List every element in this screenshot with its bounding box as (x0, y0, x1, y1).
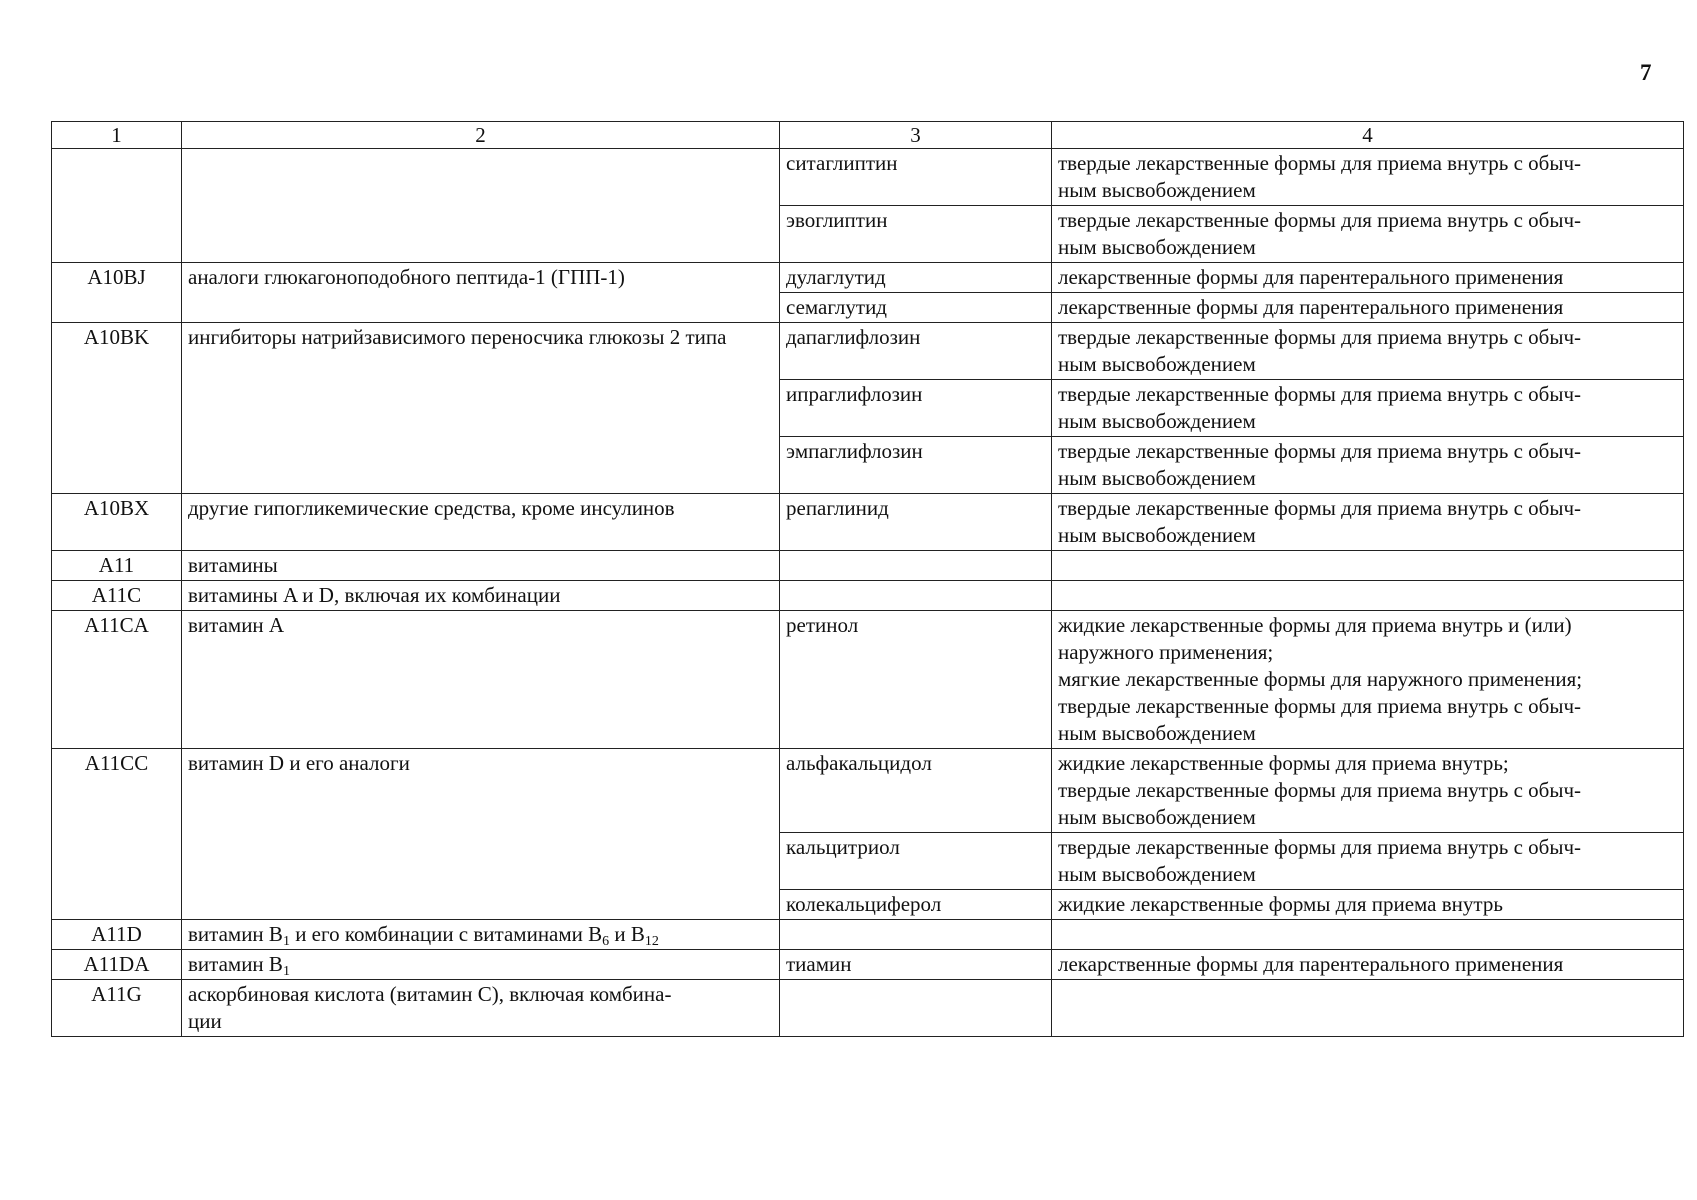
dosage-forms-cell (1052, 380, 1684, 437)
dosage-forms-text: жидкие лекарственные формы для приема внутрь; твердые лекарственные формы для приема внутрь с обыч- ным высвобождением (1058, 751, 1582, 829)
subscript: 1 (282, 934, 290, 949)
table-row (52, 323, 1684, 380)
group-name-cell: витамин D и его аналоги (182, 749, 780, 920)
table-row (52, 749, 1684, 833)
drug-name-cell: колекальциферол (780, 890, 1052, 920)
drug-name-cell: кальцитриол (780, 833, 1052, 890)
page-number: 7 (1640, 60, 1652, 85)
dosage-forms-cell (1052, 494, 1684, 551)
dosage-forms-cell (1052, 551, 1684, 581)
drug-name-cell (780, 920, 1052, 950)
group-name-cell (182, 980, 780, 1037)
group-name-text: витамин B (188, 922, 283, 946)
drug-name-cell: эвоглиптин (780, 206, 1052, 263)
drug-name-cell (780, 980, 1052, 1037)
drug-name-cell: репаглинид (780, 494, 1052, 551)
group-name-text: витамин B (188, 952, 283, 976)
table-row (52, 263, 1684, 293)
drug-name-cell: дапаглифлозин (780, 323, 1052, 380)
drug-name-cell (780, 581, 1052, 611)
atc-code-cell: A11 (52, 551, 182, 581)
dosage-forms-cell: жидкие лекарственные формы для приема внутрь (1052, 890, 1684, 920)
table-row (52, 920, 1684, 950)
drug-name-cell: дулаглутид (780, 263, 1052, 293)
group-name-cell (182, 920, 780, 950)
header-cell-2: 2 (182, 122, 780, 149)
atc-code-cell (52, 149, 182, 263)
atc-code-cell: A11CA (52, 611, 182, 749)
dosage-forms-cell (1052, 206, 1684, 263)
atc-code-cell: A10BK (52, 323, 182, 494)
atc-code-cell: A11G (52, 980, 182, 1037)
header-cell-1: 1 (52, 122, 182, 149)
drug-name-cell: альфакальцидол (780, 749, 1052, 833)
group-name-text: аскорбиновая кислота (витамин С), включая комбина- ции (188, 982, 672, 1033)
group-name-cell (182, 149, 780, 263)
dosage-forms-text: твердые лекарственные формы для приема внутрь с обыч- ным высвобождением (1058, 382, 1582, 433)
drug-name-cell (780, 551, 1052, 581)
atc-code-cell: A11C (52, 581, 182, 611)
group-name-text: и его комбинации с витаминами B (289, 922, 603, 946)
dosage-forms-text: твердые лекарственные формы для приема внутрь с обыч- ным высвобождением (1058, 439, 1582, 490)
table-row (52, 149, 1684, 206)
dosage-forms-text: жидкие лекарственные формы для приема внутрь и (или) наружного применения; мягкие лекарственные формы для наружного применения; твердые лекарственные формы для приема внутрь с обыч- ным высвобождением (1058, 613, 1583, 745)
dosage-forms-cell: лекарственные формы для парентерального применения (1052, 950, 1684, 980)
group-name-cell: ингибиторы натрийзависимого переносчика глюкозы 2 типа (182, 323, 780, 494)
dosage-forms-cell: лекарственные формы для парентерального применения (1052, 293, 1684, 323)
atc-code-cell: A11CC (52, 749, 182, 920)
group-name-cell: другие гипогликемические средства, кроме инсулинов (182, 494, 780, 551)
dosage-forms-text: твердые лекарственные формы для приема внутрь с обыч- ным высвобождением (1058, 325, 1582, 376)
drug-name-cell: эмпаглифлозин (780, 437, 1052, 494)
header-cell-4: 4 (1052, 122, 1684, 149)
group-name-cell: витамин А (182, 611, 780, 749)
table-row (52, 581, 1684, 611)
group-name-cell: витамины A и D, включая их комбинации (182, 581, 780, 611)
group-name-text: и B (609, 922, 645, 946)
dosage-forms-text: твердые лекарственные формы для приема внутрь с обыч- ным высвобождением (1058, 208, 1582, 259)
table-row (52, 611, 1684, 749)
header-cell-3: 3 (780, 122, 1052, 149)
group-name-cell: аналоги глюкагоноподобного пептида-1 (ГПП-1) (182, 263, 780, 323)
dosage-forms-cell (1052, 920, 1684, 950)
dosage-forms-cell (1052, 437, 1684, 494)
atc-code-cell: A10BJ (52, 263, 182, 323)
dosage-forms-cell (1052, 833, 1684, 890)
subscript: 12 (644, 934, 659, 949)
atc-code-cell: A11DA (52, 950, 182, 980)
table-row (52, 980, 1684, 1037)
drug-name-cell: ипраглифлозин (780, 380, 1052, 437)
atc-code-cell: A11D (52, 920, 182, 950)
drug-table (51, 121, 1684, 1037)
atc-code-cell: A10BX (52, 494, 182, 551)
dosage-forms-cell (1052, 611, 1684, 749)
subscript: 6 (602, 934, 610, 949)
table-header-row (52, 122, 1684, 149)
drug-name-cell: тиамин (780, 950, 1052, 980)
subscript: 1 (282, 964, 290, 979)
dosage-forms-cell (1052, 149, 1684, 206)
table-row (52, 950, 1684, 980)
dosage-forms-cell (1052, 749, 1684, 833)
dosage-forms-text: твердые лекарственные формы для приема внутрь с обыч- ным высвобождением (1058, 151, 1582, 202)
drug-name-cell: ретинол (780, 611, 1052, 749)
dosage-forms-cell (1052, 980, 1684, 1037)
dosage-forms-text: твердые лекарственные формы для приема внутрь с обыч- ным высвобождением (1058, 496, 1582, 547)
drug-name-cell: семаглутид (780, 293, 1052, 323)
group-name-cell (182, 950, 780, 980)
drug-name-cell: ситаглиптин (780, 149, 1052, 206)
dosage-forms-cell (1052, 323, 1684, 380)
dosage-forms-cell: лекарственные формы для парентерального применения (1052, 263, 1684, 293)
dosage-forms-text: твердые лекарственные формы для приема внутрь с обыч- ным высвобождением (1058, 835, 1582, 886)
table-row (52, 551, 1684, 581)
table-row (52, 494, 1684, 551)
group-name-cell: витамины (182, 551, 780, 581)
dosage-forms-cell (1052, 581, 1684, 611)
